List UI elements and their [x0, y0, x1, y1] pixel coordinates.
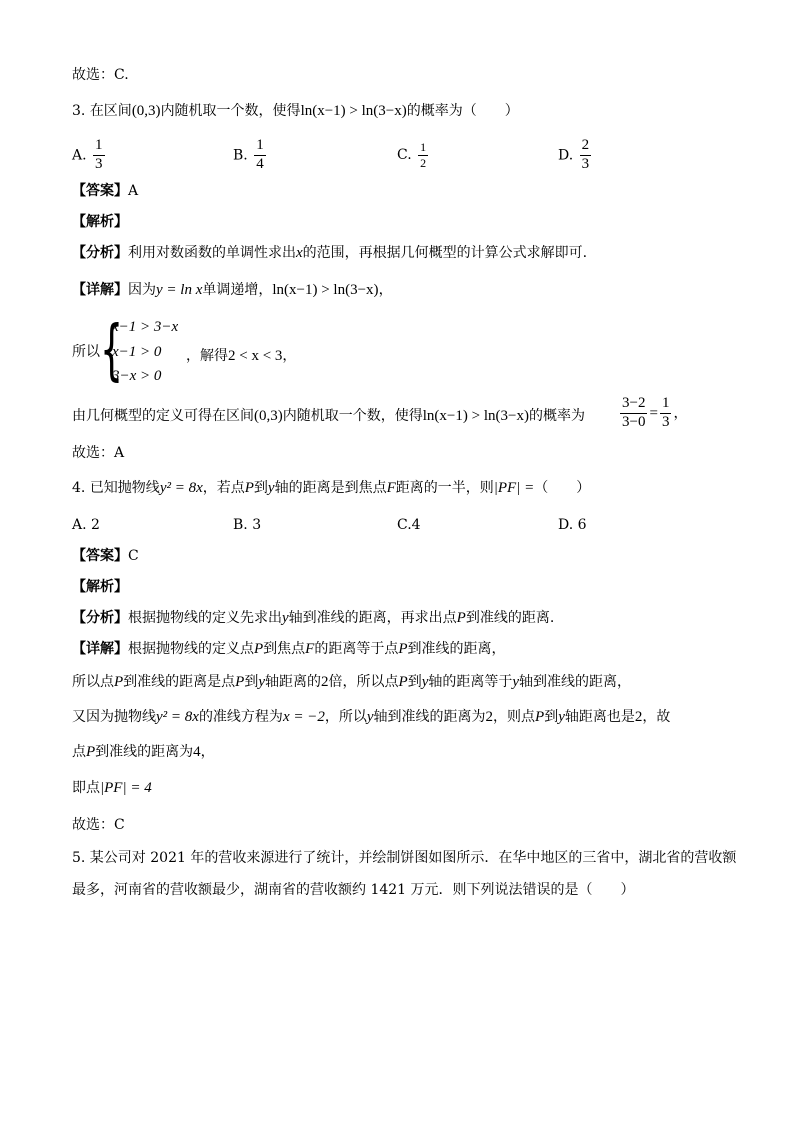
q5-stem-line1: 5. 某公司对 2021 年的营收来源进行了统计，并绘制饼图如图所示．在华中地区的三省中，湖北省的营收额	[72, 850, 737, 866]
q3-fenxi: 【分析】利用对数函数的单调性求出x的范围，再根据几何概型的计算公式求解即可.	[72, 245, 588, 261]
q3-xiangjie: 【详解】因为y = ln x单调递增，ln(x−1) > ln(3−x)，	[72, 282, 393, 298]
q4-fenxi: 【分析】根据抛物线的定义先求出y轴到准线的距离，再求出点P到准线的距离.	[72, 610, 555, 626]
q4-stem: 4. 已知抛物线y² = 8x，若点P到y轴的距离是到焦点F距离的一半，则|PF| =（ ）	[72, 480, 591, 496]
q4-answer: 【答案】C	[72, 548, 139, 564]
q3-system-row: x−1 > 3−x	[112, 319, 179, 335]
q3-conclusion: 故选：A	[72, 445, 125, 461]
q3-option-b-fraction: $\frac{1}{4}$	[256, 137, 264, 172]
q3-option-c: C. $\frac{1}{2}$	[397, 140, 427, 170]
q3-option-d: D. $\frac{2}{3}$	[558, 137, 590, 172]
q3-probability-fraction: $\frac{3-2}{3-0}$	[622, 395, 646, 430]
q4-option-a: A. 2	[72, 517, 100, 533]
prev-conclusion: 故选：C.	[72, 67, 129, 83]
q3-option-a-fraction: $\frac{1}{3}$	[95, 137, 103, 172]
q4-option-c: C.4	[397, 517, 421, 533]
q3-probability-result: $\frac{1}{3}$	[661, 395, 670, 430]
q4-line4: 即点|PF| = 4	[72, 780, 152, 796]
q4-option-d: D. 6	[558, 517, 587, 533]
q3-option-c-fraction: $\frac{1}{2}$	[420, 140, 427, 170]
q3-option-a: A. $\frac{1}{3}$	[72, 137, 103, 172]
q4-conclusion: 故选：C	[72, 817, 125, 833]
q3-system-row: x−1 > 0	[112, 344, 162, 360]
q3-option-d-fraction: $\frac{2}{3}$	[581, 137, 590, 172]
q4-xiangjie: 【详解】根据抛物线的定义点P到焦点F的距离等于点P到准线的距离，	[72, 641, 506, 657]
q3-system-row: 3−x > 0	[112, 368, 162, 384]
left-brace-icon: {	[100, 311, 124, 388]
q4-option-b: B. 3	[233, 517, 262, 533]
q3-definition: 由几何概型的定义可得在区间(0,3)内随机取一个数，使得ln(x−1) > ln(3−x)的概率为	[72, 408, 585, 424]
q3-answer: 【答案】A	[72, 183, 139, 199]
q3-analysis-heading: 【解析】	[72, 214, 128, 230]
q3-probability: $\frac{3-2}{3-0}$ = $\frac{1}{3}$ ，	[622, 395, 688, 430]
q3-suoyi: 所以	[72, 344, 100, 360]
q3-option-b: B. $\frac{1}{4}$	[233, 137, 264, 172]
q4-line1: 所以点P到准线的距离是点P到y轴距离的2倍，所以点P到y轴的距离等于y轴到准线的距离，	[72, 674, 632, 690]
q3-solution: ，解得2 < x < 3，	[186, 348, 297, 364]
q3-stem: 3. 在区间(0,3)内随机取一个数，使得ln(x−1) > ln(3−x)的概率为（ ）	[72, 103, 519, 119]
q4-analysis-heading: 【解析】	[72, 579, 128, 595]
q4-line3: 点P到准线的距离为4，	[72, 744, 215, 760]
q4-line2: 又因为抛物线y² = 8x的准线方程为x = −2，所以y轴到准线的距离为2，则点P到y轴距离也是2，故	[72, 709, 671, 725]
q5-stem-line2: 最多，河南省的营收额最少，湖南省的营收额约 1421 万元．则下列说法错误的是（ ）	[72, 882, 635, 898]
